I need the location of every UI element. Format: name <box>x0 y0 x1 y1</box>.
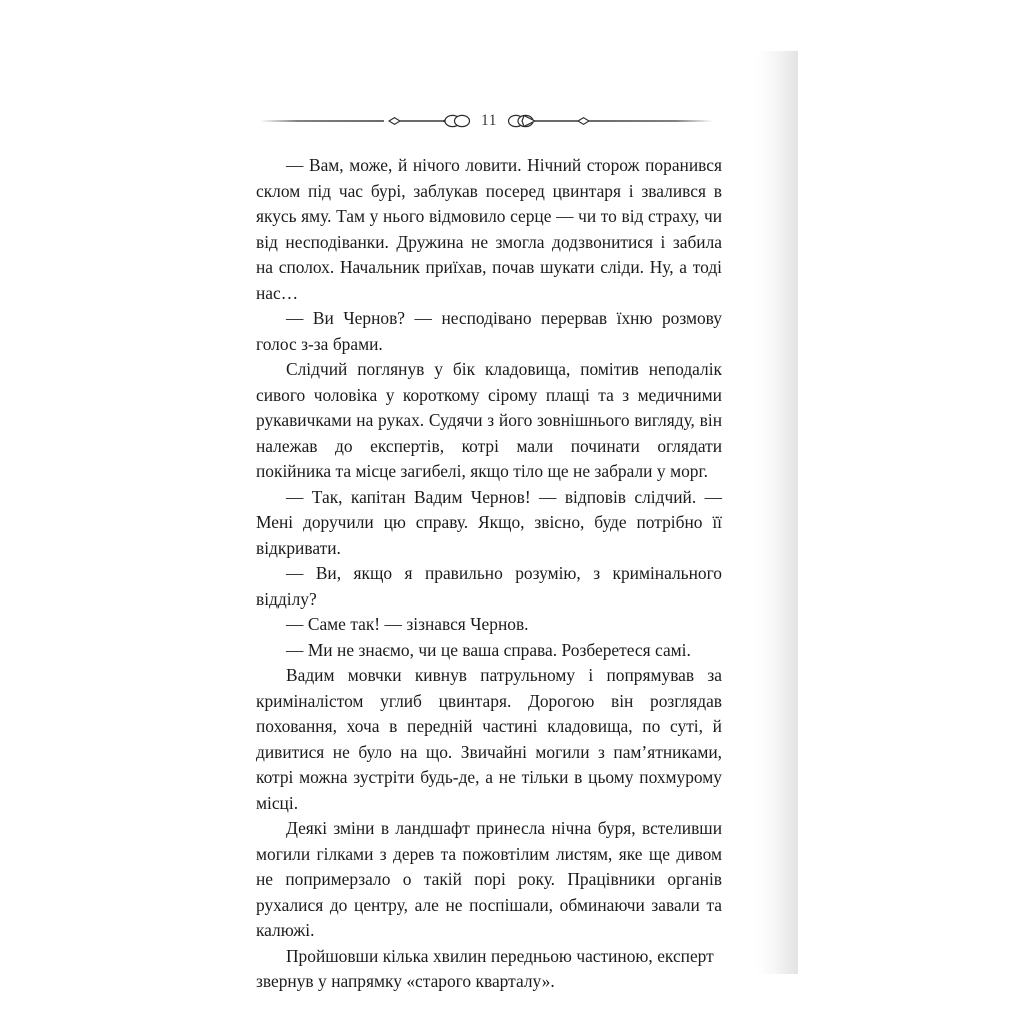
paragraph: Слідчий поглянув у бік кладовища, помітив неподалік сивого чоловіка у короткому сірому плащі та з медичними рукавичками на руках. Судячи з його зовнішнього вигляду, він належав до експертів, котрі мали починати оглядати покійника та місце загибелі, якщо тіло ще не забрали у морг. <box>256 359 722 481</box>
paragraph: — Ви, якщо я правильно розумію, з кримінального відділу? <box>256 563 722 609</box>
paragraph: — Так, капітан Вадим Чернов! — відповів слідчий. — Мені доручили цю справу. Якщо, звісно, буде потрібно її відкривати. <box>256 486 722 558</box>
paragraph: Вадим мовчки кивнув патрульному і попрямував за криміналістом углиб цвинтаря. Дорогою він розглядав поховання, хоча в передній частині кладовища, по суті, й дивитися не було на що. Звичайні могили з пам’ятниками, котрі можна зустріти будь-де, а не тільки в цьому похмурому місці. <box>256 665 722 813</box>
paragraph: — Ви Чернов? — несподівано перервав їхню розмову голос з-за брами. <box>256 308 722 354</box>
paragraph: Деякі зміни в ландшафт принесла нічна буря, встеливши могили гілками з дерев та пожовтілим листям, яке ще дивом не попримерзало о такій порі року. Працівники органів рухалися до центру, але не поспішали, обминаючи завали та калюжі. <box>256 818 722 940</box>
paragraph: — Вам, може, й нічого ловити. Нічний сторож поранився склом під час бурі, заблукав посеред цвинтаря і звалився в якусь яму. Там у нього відмовило серце — чи то від страху, чи від несподіванки. Дружина не змогла додзвонитися і забила на сполох. Начальник приїхав, почав шукати сліди. Ну, а тоді нас… <box>256 155 722 303</box>
paragraph: — Саме так! — зізнався Чернов. <box>286 614 529 634</box>
paragraph: Пройшовши кілька хвилин передньою частиною, експерт звернув у напрямку «старого кварталу». <box>256 945 714 991</box>
body-text-column <box>256 153 722 995</box>
page-number: 11 <box>481 112 497 129</box>
paragraph: — Ми не знаємо, чи це ваша справа. Розберетеся самі. <box>286 639 691 660</box>
running-head <box>256 105 722 137</box>
